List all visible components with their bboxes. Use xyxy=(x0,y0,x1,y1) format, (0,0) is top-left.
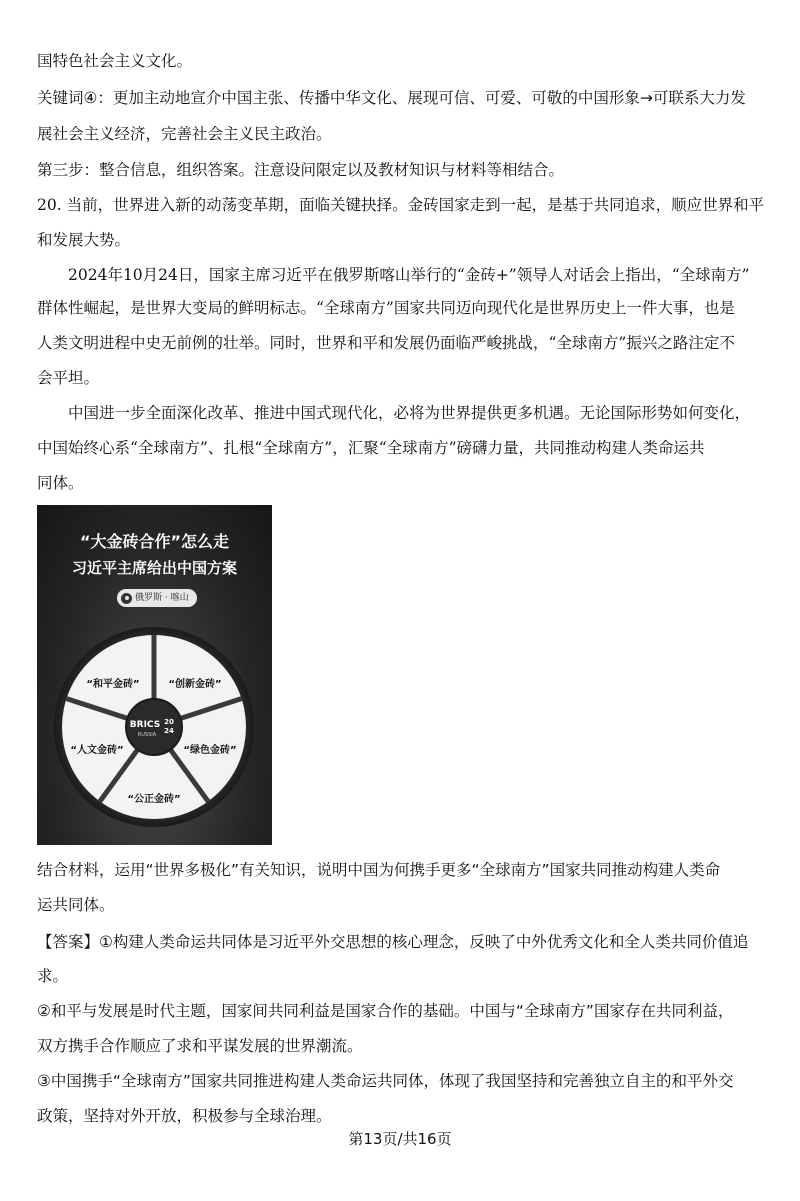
brics-logo: BRICS xyxy=(129,720,161,730)
answer-1-line-1: 【答案】①构建人类命运共同体是习近平外交思想的核心理念，反映了中外优秀文化和全人类共同价值追 xyxy=(37,933,749,951)
keyword-4-line-1: 关键词④：更加主动地宣介中国主张、传播中华文化、展现可信、可爱、可敬的中国形象→可联系大力发 xyxy=(37,89,746,107)
material-p2-line-2: 中国始终心系“全球南方”、扎根“全球南方”，汇聚“全球南方”磅礴力量，共同推动构建人类命运共 xyxy=(37,439,705,457)
line-1: 国特色社会主义文化。 xyxy=(37,52,193,70)
material-p1-line-3: 人类文明进程中史无前例的壮举。同时，世界和平和发展仍面临严峻挑战，“全球南方”振兴之路注定不 xyxy=(37,334,735,352)
question-line-2: 运共同体。 xyxy=(37,896,115,914)
answer-1-line-2: 求。 xyxy=(37,967,69,985)
material-p2-line-1: 中国进一步全面深化改革、推进中国式现代化，必将为世界提供更多机遇。无论国际形势如何变化， xyxy=(68,404,751,422)
poster-title-1: “大金砖合作”怎么走 xyxy=(79,532,230,551)
keyword-4-line-2: 展社会主义经济，完善社会主义民主政治。 xyxy=(37,125,332,143)
answer-2-line-1: ②和平与发展是时代主题，国家间共同利益是国家合作的基础。中国与“全球南方”国家存在共同利益， xyxy=(37,1002,734,1020)
segment-peace: “和平金砖” xyxy=(86,679,140,690)
brics-logo-sub: RUSSIA xyxy=(137,732,157,738)
answer-3-line-1: ③中国携手“全球南方”国家共同推进构建人类命运共同体，体现了我国坚持和完善独立自主的和平外交 xyxy=(37,1072,734,1090)
page-footer: 第13页/共16页 xyxy=(348,1130,452,1148)
question-20-line-2: 和发展大势。 xyxy=(37,231,131,249)
segment-justice: “公正金砖” xyxy=(127,794,181,805)
question-line-1: 结合材料，运用“世界多极化”有关知识，说明中国为何携手更多“全球南方”国家共同推动构建人类命 xyxy=(37,861,721,879)
brics-wheel xyxy=(37,505,272,845)
material-p2-line-3: 同体。 xyxy=(37,474,84,492)
segment-culture: “人文金砖” xyxy=(70,745,124,756)
poster-title-2: 习近平主席给出中国方案 xyxy=(71,559,237,577)
material-p1-line-4: 会平坦。 xyxy=(37,369,100,387)
brics-poster xyxy=(37,505,272,845)
location-label: 俄罗斯 · 喀山 xyxy=(135,593,189,603)
segment-green: “绿色金砖” xyxy=(183,745,237,756)
brics-logo-year-bottom: 24 xyxy=(164,727,174,735)
step-3: 第三步：整合信息，组织答案。注意设问限定以及教材知识与材料等相结合。 xyxy=(37,161,565,179)
answer-2-line-2: 双方携手合作顺应了求和平谋发展的世界潮流。 xyxy=(37,1037,363,1055)
material-p1-line-1: 2024年10月24日，国家主席习近平在俄罗斯喀山举行的“金砖+”领导人对话会上指出，“全球南方” xyxy=(68,266,750,284)
segment-innovation: “创新金砖” xyxy=(168,679,222,690)
answer-3-line-2: 政策，坚持对外开放，积极参与全球治理。 xyxy=(37,1107,332,1125)
material-p1-line-2: 群体性崛起，是世界大变局的鲜明标志。“全球南方”国家共同迈向现代化是世界历史上一件大事，也是 xyxy=(37,299,735,317)
question-20-line-1: 20. 当前，世界进入新的动荡变革期，面临关键抉择。金砖国家走到一起，是基于共同追求，顺应世界和平 xyxy=(37,196,765,214)
brics-logo-year-top: 20 xyxy=(164,718,174,726)
